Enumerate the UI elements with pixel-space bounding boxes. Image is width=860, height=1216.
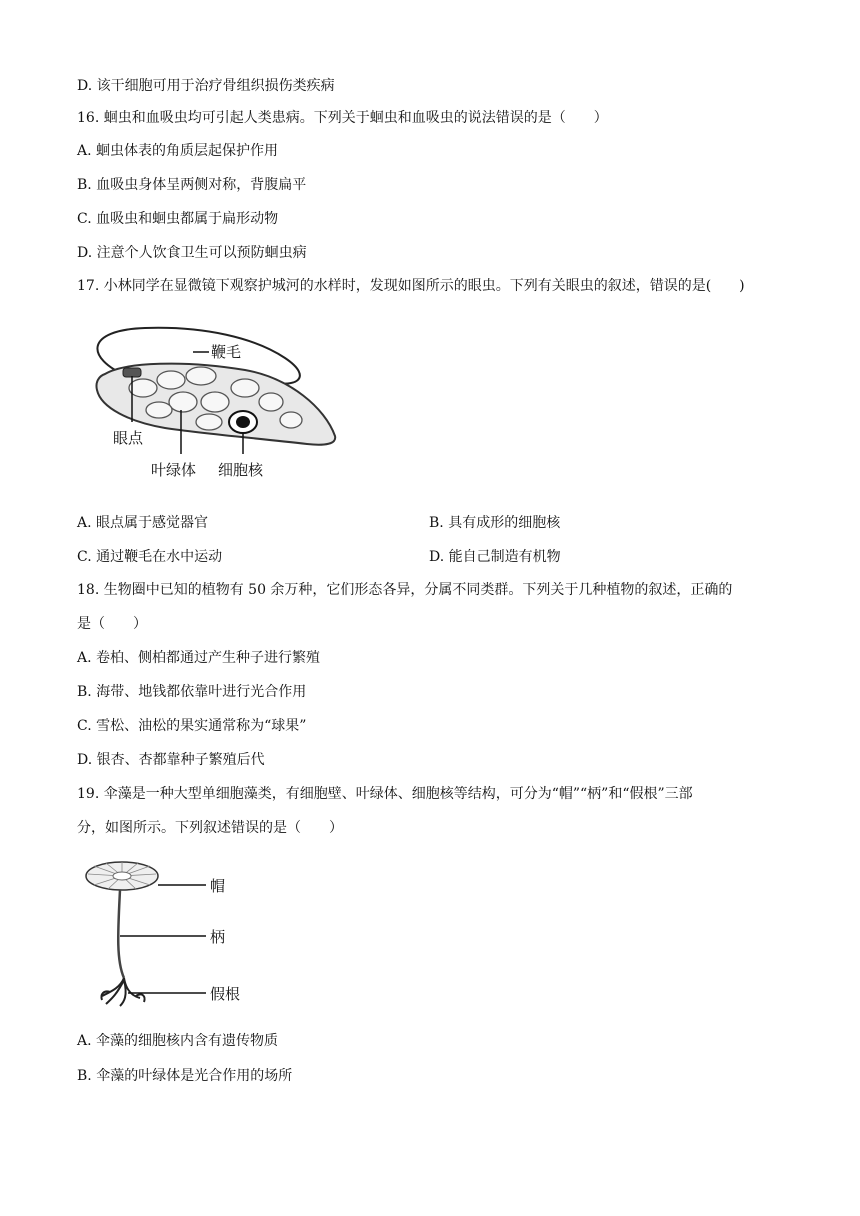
- acetabularia-figure: [80, 850, 260, 1012]
- chloroplast-label: 叶绿体: [151, 461, 197, 479]
- q18-stem-line2: 是（ ）: [77, 616, 147, 632]
- q15-option-d: D. 该干细胞可用于治疗骨组织损伤类疾病: [77, 78, 335, 94]
- q18-option-c: C. 雪松、油松的果实通常称为“球果”: [77, 718, 307, 734]
- q16-option-b: B. 血吸虫身体呈两侧对称，背腹扁平: [77, 177, 307, 193]
- q19-option-b: B. 伞藻的叶绿体是光合作用的场所: [77, 1068, 293, 1084]
- stalk-shape: [118, 890, 124, 978]
- q18-option-a: A. 卷柏、侧柏都通过产生种子进行繁殖: [77, 650, 321, 666]
- stalk-label: 柄: [210, 928, 226, 946]
- q16-stem: 16. 蛔虫和血吸虫均可引起人类患病。下列关于蛔虫和血吸虫的说法错误的是（ ）: [77, 110, 608, 126]
- euglena-figure: [85, 318, 355, 490]
- q17-option-a: A. 眼点属于感觉器官: [77, 515, 209, 531]
- flagellum-label: 鞭毛: [211, 343, 242, 361]
- q16-option-a: A. 蛔虫体表的角质层起保护作用: [77, 143, 279, 159]
- q17-option-d: D. 能自己制造有机物: [429, 549, 561, 565]
- rhizoid-shape: [101, 978, 144, 1006]
- q19-stem-line2: 分，如图所示。下列叙述错误的是（ ）: [77, 820, 343, 836]
- nucleus-label: 细胞核: [218, 461, 264, 479]
- q18-option-d: D. 银杏、杏都靠种子繁殖后代: [77, 752, 265, 768]
- q17-option-b: B. 具有成形的细胞核: [429, 515, 561, 531]
- q19-stem-line1: 19. 伞藻是一种大型单细胞藻类，有细胞壁、叶绿体、细胞核等结构，可分为“帽”“柄”和“假根”三部: [77, 786, 693, 802]
- eyespot-shape: [123, 368, 141, 377]
- q19-option-a: A. 伞藻的细胞核内含有遗传物质: [77, 1033, 279, 1049]
- q16-option-d: D. 注意个人饮食卫生可以预防蛔虫病: [77, 245, 307, 261]
- eyespot-label: 眼点: [113, 429, 144, 447]
- q17-option-c: C. 通过鞭毛在水中运动: [77, 549, 223, 565]
- q16-option-c: C. 血吸虫和蛔虫都属于扁形动物: [77, 211, 279, 227]
- q18-stem-line1: 18. 生物圈中已知的植物有 50 余万种，它们形态各异，分属不同类群。下列关于几种植物的叙述，正确的: [77, 582, 733, 598]
- cap-label: 帽: [210, 877, 226, 895]
- q18-option-b: B. 海带、地钱都依靠叶进行光合作用: [77, 684, 307, 700]
- rhizoid-label: 假根: [210, 985, 241, 1003]
- q17-stem: 17. 小林同学在显微镜下观察护城河的水样时，发现如图所示的眼虫。下列有关眼虫的叙述，错误的是( ): [77, 278, 745, 294]
